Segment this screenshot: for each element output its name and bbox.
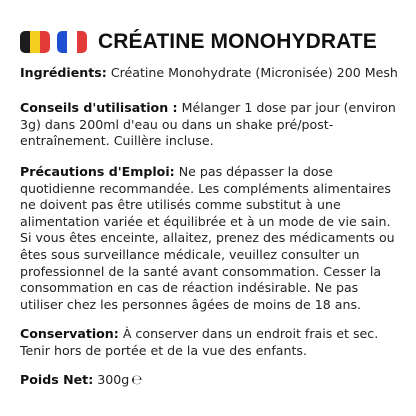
flag-stripe: [57, 31, 67, 53]
flag-stripe: [67, 31, 77, 53]
estimated-sign-icon: ℮: [131, 373, 143, 388]
net-weight-section: [20, 372, 404, 390]
net-weight-value: 300g: [93, 372, 130, 387]
ingredients-text: Créatine Monohydrate (Micronisée) 200 Mesh: [106, 65, 398, 80]
france-flag-icon: [57, 31, 87, 53]
flag-stripe: [30, 31, 40, 53]
conservation-label: Conservation:: [20, 326, 119, 341]
flag-stripe: [40, 31, 50, 53]
flag-stripe: [77, 31, 87, 53]
usage-section: [20, 100, 404, 150]
flag-stripe: [20, 31, 30, 53]
net-weight-label: Poids Net:: [20, 372, 94, 387]
usage-label: Conseils d'utilisation :: [20, 100, 178, 115]
precautions-text: Ne pas dépasser la dose quotidienne recommandée. Les compléments alimentaires ne doivent pas être utilisés comme substitut à une alimentation variée et équilibrée et à un mode de vie sain. Si vous êtes enceinte, allaitez, prenez des médicaments ou êtes sous surveillance médicale, veuillez consulter un professionnel de la santé avant consommation. Cesser la consommation en cas de réaction indésirable. Ne pas utiliser chez les personnes âgées de moins de 18 ans.: [20, 164, 395, 312]
ingredients-section: [20, 65, 404, 82]
product-title: CRÉATINE MONOHYDRATE: [98, 30, 377, 53]
conservation-text: À conserver dans un endroit frais et sec. Tenir hors de portée et de la vue des enfants.: [20, 326, 379, 358]
belgium-flag-icon: [20, 31, 50, 53]
ingredients-label: Ingrédients:: [20, 65, 107, 80]
usage-text: Mélanger 1 dose par jour (environ 3g) dans 200ml d'eau ou dans un shake pré/post-entraînement. Cuillère incluse.: [20, 100, 396, 149]
conservation-section: [20, 326, 404, 359]
precautions-label: Précautions d'Emploi:: [20, 164, 175, 179]
label-header: [20, 30, 377, 54]
precautions-section: [20, 164, 404, 313]
